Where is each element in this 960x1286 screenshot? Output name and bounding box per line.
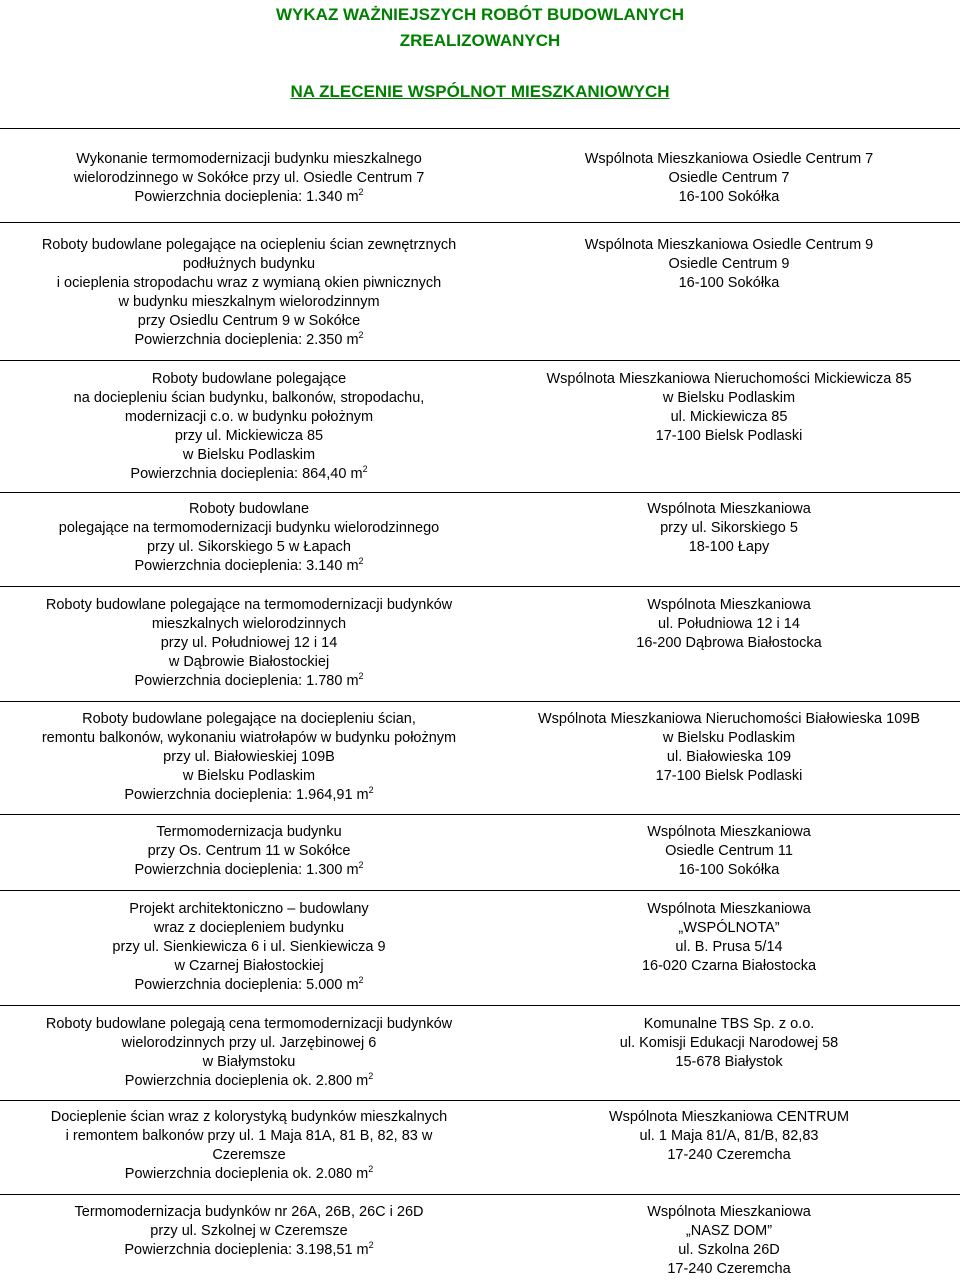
client-line: 16-100 Sokółka <box>678 189 780 205</box>
work-line: Roboty budowlane polegają cena termomodernizacji budynków <box>45 1016 453 1032</box>
work-description <box>0 710 498 805</box>
client-address <box>498 1108 960 1165</box>
client-line: 16-020 Czarna Białostocka <box>641 958 817 974</box>
work-line: Roboty budowlane polegające <box>151 371 347 387</box>
client-address <box>498 900 960 976</box>
area-unit-exponent: 2 <box>368 1240 374 1250</box>
client-address <box>498 1203 960 1279</box>
work-line: przy ul. Białowieskiej 109B <box>163 749 335 765</box>
client-line: ul. Południowa 12 i 14 <box>658 616 800 632</box>
work-line: przy ul. Sikorskiego 5 w Łapach <box>147 539 351 555</box>
work-line: w Dąbrowie Białostockiej <box>168 654 330 670</box>
work-line: w Czarnej Białostockiej <box>174 958 324 974</box>
client-line: Wspólnota Mieszkaniowa Osiedle Centrum 9 <box>584 237 874 253</box>
insulation-area <box>0 1072 498 1091</box>
client-line: ul. Komisji Edukacji Narodowej 58 <box>619 1035 839 1051</box>
client-line: Wspólnota Mieszkaniowa CENTRUM <box>608 1109 850 1125</box>
insulation-area <box>0 1165 498 1184</box>
work-line: przy ul. Południowej 12 i 14 <box>160 635 338 651</box>
work-line: w Bielsku Podlaskim <box>182 768 316 784</box>
work-line: wraz z dociepleniem budynku <box>153 920 345 936</box>
area-label: Powierzchnia docieplenia: 1.340 m <box>134 189 359 205</box>
row-separator <box>0 1100 960 1101</box>
client-line: 17-100 Bielsk Podlaski <box>655 428 803 444</box>
work-line: przy ul. Sienkiewicza 6 i ul. Sienkiewicza 9 <box>112 939 386 955</box>
area-unit-exponent: 2 <box>362 464 368 474</box>
client-line: Osiedle Centrum 11 <box>665 843 793 859</box>
work-line: w Bielsku Podlaskim <box>182 447 316 463</box>
insulation-area <box>0 465 498 484</box>
work-line: w budynku mieszkalnym wielorodzinnym <box>118 294 380 310</box>
page-subtitle: NA ZLECENIE WSPÓLNOT MIESZKANIOWYCH <box>290 82 670 101</box>
area-label: Powierzchnia docieplenia: 864,40 m <box>130 466 363 482</box>
work-line: wielorodzinnego w Sokółce przy ul. Osiedle Centrum 7 <box>73 170 425 186</box>
client-line: Wspólnota Mieszkaniowa <box>647 1204 811 1220</box>
area-unit-exponent: 2 <box>358 556 364 566</box>
client-line: ul. 1 Maja 81/A, 81/B, 82,83 <box>639 1128 819 1144</box>
work-line: Wykonanie termomodernizacji budynku mieszkalnego <box>76 151 422 167</box>
work-line: przy Os. Centrum 11 w Sokółce <box>147 843 351 859</box>
client-line: Wspólnota Mieszkaniowa Osiedle Centrum 7 <box>584 151 874 167</box>
area-label: Powierzchnia docieplenia: 5.000 m <box>134 977 359 993</box>
work-line: Docieplenie ścian wraz z kolorystyką budynków mieszkalnych <box>50 1109 448 1125</box>
client-line: 15-678 Białystok <box>675 1054 783 1070</box>
client-line: Wspólnota Mieszkaniowa <box>647 901 811 917</box>
work-description <box>0 596 498 691</box>
client-address <box>498 370 960 446</box>
insulation-area <box>0 557 498 576</box>
row-separator <box>0 360 960 361</box>
area-label: Powierzchnia docieplenia: 3.140 m <box>134 558 359 574</box>
work-description <box>0 823 498 880</box>
row-separator <box>0 814 960 815</box>
area-label: Powierzchnia docieplenia ok. 2.800 m <box>124 1073 369 1089</box>
work-line: i ocieplenia stropodachu wraz z wymianą okien piwnicznych <box>56 275 442 291</box>
area-label: Powierzchnia docieplenia: 1.964,91 m <box>124 787 369 803</box>
work-line: wielorodzinnych przy ul. Jarzębinowej 6 <box>121 1035 377 1051</box>
client-line: „WSPÓLNOTA” <box>678 920 780 936</box>
work-description <box>0 150 498 207</box>
client-line: Osiedle Centrum 7 <box>668 170 790 186</box>
work-line: mieszkalnych wielorodzinnych <box>151 616 347 632</box>
client-line: Wspólnota Mieszkaniowa <box>647 597 811 613</box>
work-line: i remontem balkonów przy ul. 1 Maja 81A, 81 B, 82, 83 w <box>65 1128 433 1144</box>
client-address <box>498 596 960 653</box>
area-unit-exponent: 2 <box>358 975 364 985</box>
work-line: podłużnych budynku <box>182 256 316 272</box>
area-label: Powierzchnia docieplenia: 1.780 m <box>134 673 359 689</box>
area-unit-exponent: 2 <box>358 330 364 340</box>
client-line: 17-240 Czeremcha <box>667 1261 791 1277</box>
page-title-line1: WYKAZ WAŻNIEJSZYCH ROBÓT BUDOWLANYCH <box>276 5 684 24</box>
client-line: „NASZ DOM” <box>685 1223 773 1239</box>
client-line: ul. Mickiewicza 85 <box>670 409 788 425</box>
client-line: 18-100 Łapy <box>688 539 770 555</box>
client-line: Osiedle Centrum 9 <box>668 256 790 272</box>
client-address <box>498 823 960 880</box>
client-line: 16-200 Dąbrowa Białostocka <box>636 635 822 651</box>
work-line: Czeremsze <box>212 1147 286 1163</box>
work-line: przy ul. Szkolnej w Czeremsze <box>150 1223 348 1239</box>
area-unit-exponent: 2 <box>368 1164 374 1174</box>
client-line: ul. Białowieska 109 <box>666 749 792 765</box>
row-separator <box>0 1194 960 1195</box>
area-unit-exponent: 2 <box>358 860 364 870</box>
work-line: przy ul. Mickiewicza 85 <box>174 428 324 444</box>
row-separator <box>0 586 960 587</box>
client-address <box>498 500 960 557</box>
work-line: w Białymstoku <box>202 1054 296 1070</box>
work-line: na dociepleniu ścian budynku, balkonów, stropodachu, <box>73 390 425 406</box>
client-address <box>498 1015 960 1072</box>
client-address <box>498 236 960 293</box>
client-line: Wspólnota Mieszkaniowa <box>647 824 811 840</box>
work-line: Termomodernizacja budynku <box>156 824 342 840</box>
page-title-line2: ZREALIZOWANYCH <box>399 31 561 50</box>
client-line: w Bielsku Podlaskim <box>662 730 796 746</box>
area-unit-exponent: 2 <box>358 671 364 681</box>
insulation-area <box>0 672 498 691</box>
row-separator <box>0 222 960 223</box>
work-description <box>0 1203 498 1260</box>
work-line: przy Osiedlu Centrum 9 w Sokółce <box>137 313 361 329</box>
client-line: w Bielsku Podlaskim <box>662 390 796 406</box>
area-label: Powierzchnia docieplenia: 2.350 m <box>134 332 359 348</box>
area-unit-exponent: 2 <box>368 1071 374 1081</box>
work-description <box>0 370 498 484</box>
work-line: polegające na termomodernizacji budynku wielorodzinnego <box>58 520 440 536</box>
insulation-area <box>0 976 498 995</box>
client-line: Wspólnota Mieszkaniowa Nieruchomości Mickiewicza 85 <box>546 371 912 387</box>
row-separator <box>0 701 960 702</box>
client-line: ul. B. Prusa 5/14 <box>675 939 783 955</box>
work-line: Roboty budowlane polegające na termomodernizacji budynków <box>45 597 453 613</box>
client-line: 17-240 Czeremcha <box>667 1147 791 1163</box>
row-separator <box>0 890 960 891</box>
insulation-area <box>0 331 498 350</box>
work-description <box>0 500 498 576</box>
client-line: 17-100 Bielsk Podlaski <box>655 768 803 784</box>
client-line: 16-100 Sokółka <box>678 275 780 291</box>
work-line: modernizacji c.o. w budynku położnym <box>124 409 374 425</box>
table-top-border <box>0 128 960 129</box>
area-label: Powierzchnia docieplenia: 3.198,51 m <box>124 1242 369 1258</box>
client-line: ul. Szkolna 26D <box>678 1242 780 1258</box>
insulation-area <box>0 861 498 880</box>
work-line: Termomodernizacja budynków nr 26A, 26B, 26C i 26D <box>74 1204 424 1220</box>
area-label: Powierzchnia docieplenia: 1.300 m <box>134 862 359 878</box>
area-unit-exponent: 2 <box>358 187 364 197</box>
row-separator <box>0 492 960 493</box>
client-address <box>498 150 960 207</box>
client-line: 16-100 Sokółka <box>678 862 780 878</box>
work-description <box>0 1108 498 1184</box>
client-line: Komunalne TBS Sp. z o.o. <box>643 1016 815 1032</box>
work-description <box>0 1015 498 1091</box>
work-line: Roboty budowlane polegające na dociepleniu ścian, <box>82 711 416 727</box>
area-unit-exponent: 2 <box>368 785 374 795</box>
insulation-area <box>0 1241 498 1260</box>
client-line: Wspólnota Mieszkaniowa <box>647 501 811 517</box>
row-separator <box>0 1005 960 1006</box>
client-address <box>498 710 960 786</box>
client-line: Wspólnota Mieszkaniowa Nieruchomości Białowieska 109B <box>537 711 920 727</box>
work-description <box>0 900 498 995</box>
insulation-area <box>0 188 498 207</box>
client-line: przy ul. Sikorskiego 5 <box>660 520 798 536</box>
work-description <box>0 236 498 350</box>
work-line: remontu balkonów, wykonaniu wiatrołapów w budynku położnym <box>41 730 457 746</box>
work-line: Projekt architektoniczno – budowlany <box>129 901 369 917</box>
area-label: Powierzchnia docieplenia ok. 2.080 m <box>124 1166 369 1182</box>
work-line: Roboty budowlane polegające na ociepleniu ścian zewnętrznych <box>41 237 457 253</box>
insulation-area <box>0 786 498 805</box>
work-line: Roboty budowlane <box>188 501 310 517</box>
